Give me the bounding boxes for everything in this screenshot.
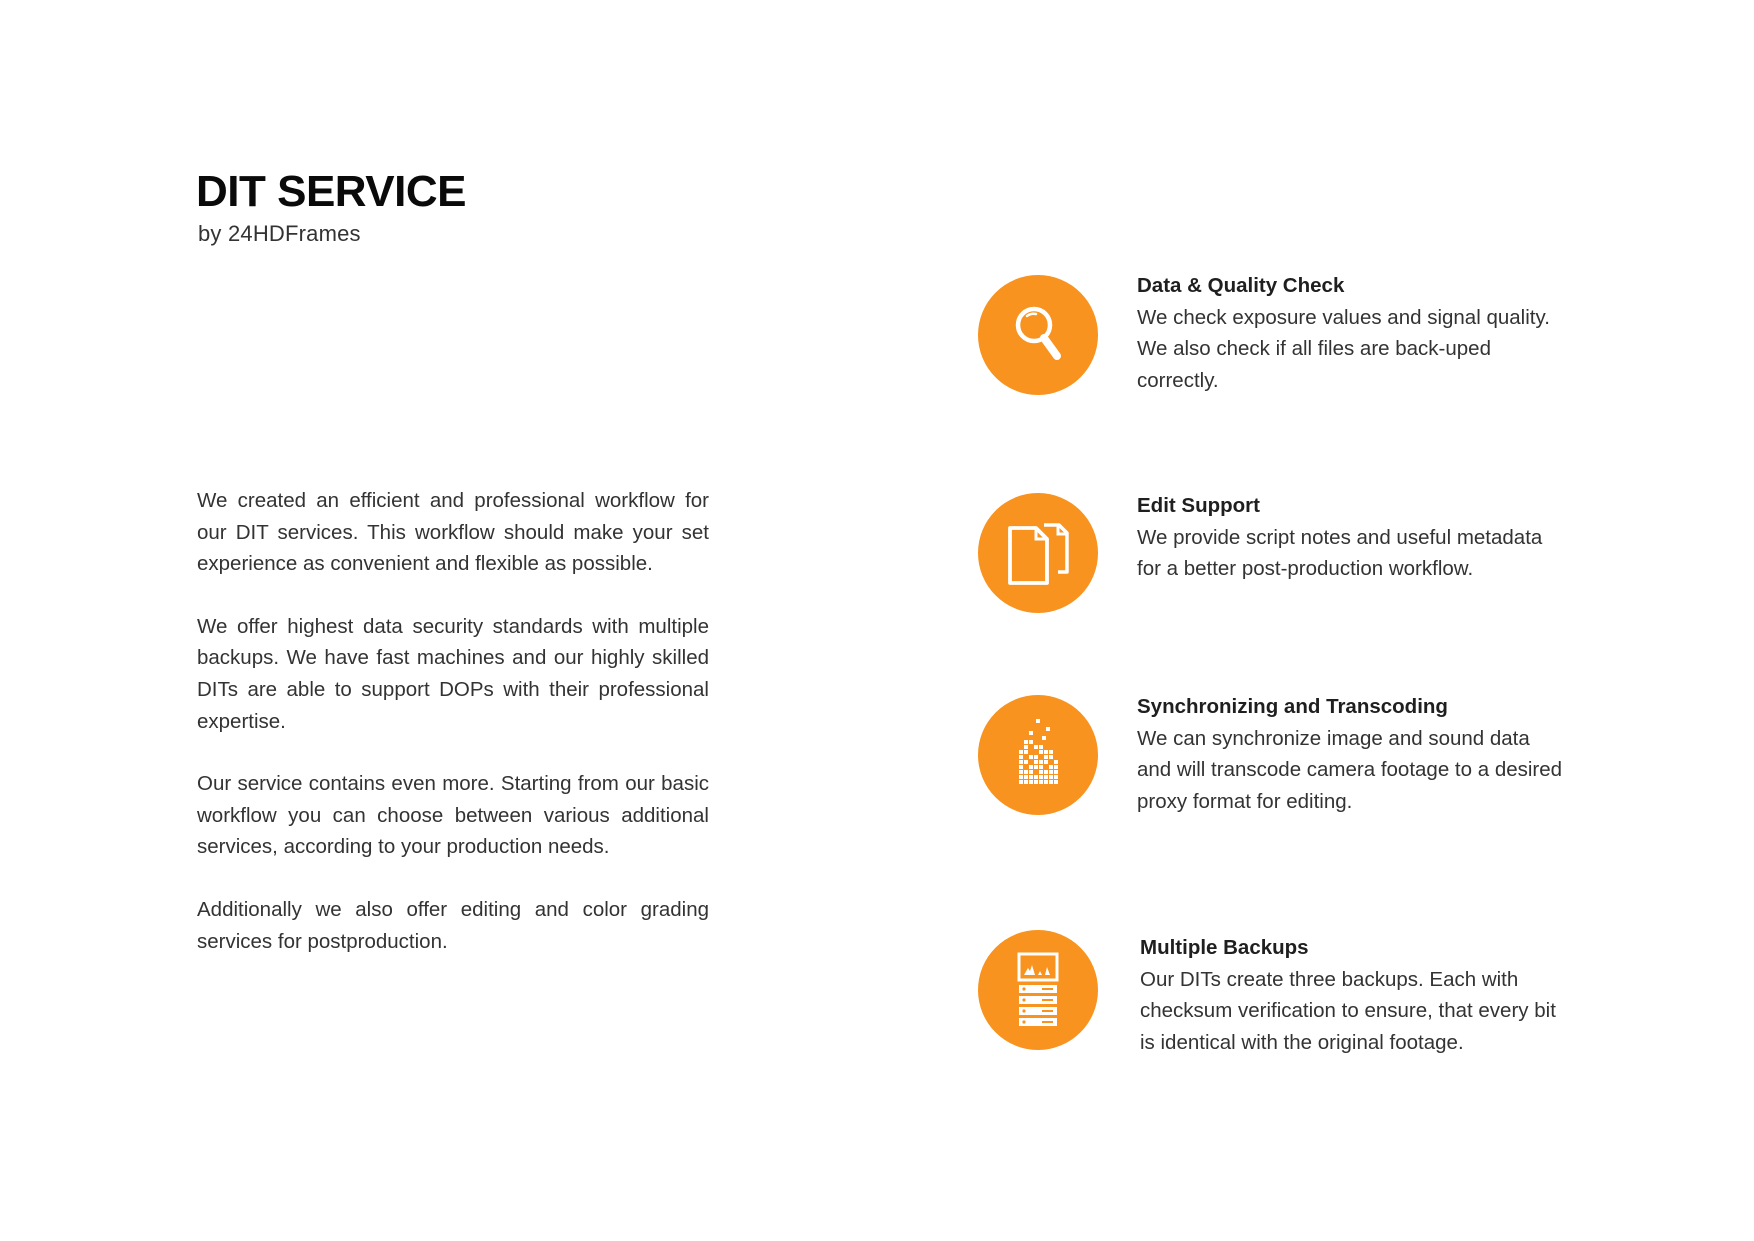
- intro-paragraph: Additionally we also offer editing and color grading services for postproduction.: [197, 897, 709, 953]
- feature-description: We can synchronize image and sound data and will transcode camera footage to a desired proxy format for editing.: [1137, 726, 1563, 813]
- feature-title: Synchronizing and Transcoding: [1137, 695, 1448, 718]
- feature-title: Multiple Backups: [1140, 936, 1309, 959]
- feature-icon-badge: [978, 493, 1098, 613]
- server-rack-icon: [978, 930, 1098, 1050]
- feature-title: Data & Quality Check: [1137, 274, 1345, 297]
- intro-paragraph: Our service contains even more. Starting from our basic workflow you can choose between various additional services, according to your production needs.: [197, 772, 709, 859]
- feature-icon-badge: [978, 695, 1098, 815]
- feature-description: We provide script notes and useful metadata for a better post-production workflow.: [1137, 525, 1543, 581]
- documents-icon: [978, 493, 1098, 613]
- page-title: DIT SERVICE: [196, 167, 466, 216]
- page-subtitle: by 24HDFrames: [198, 221, 361, 246]
- feature-description: We check exposure values and signal quality. We also check if all files are back-uped correctly.: [1137, 305, 1550, 392]
- feature-icon-badge: [978, 930, 1098, 1050]
- feature-description: Our DITs create three backups. Each with checksum verification to ensure, that every bit is identical with the original footage.: [1140, 967, 1556, 1054]
- feature-title: Edit Support: [1137, 494, 1260, 517]
- pixel-blocks-icon: [978, 695, 1098, 815]
- feature-icon-badge: [978, 275, 1098, 395]
- intro-paragraph: We offer highest data security standards with multiple backups. We have fast machines and our highly skilled DITs are able to support DOPs with their professional expertise.: [197, 614, 709, 733]
- magnifier-icon: [978, 275, 1098, 395]
- intro-text: [197, 485, 709, 988]
- intro-paragraph: We created an efficient and professional workflow for our DIT services. This workflow should make your set experience as convenient and flexible as possible.: [197, 489, 709, 576]
